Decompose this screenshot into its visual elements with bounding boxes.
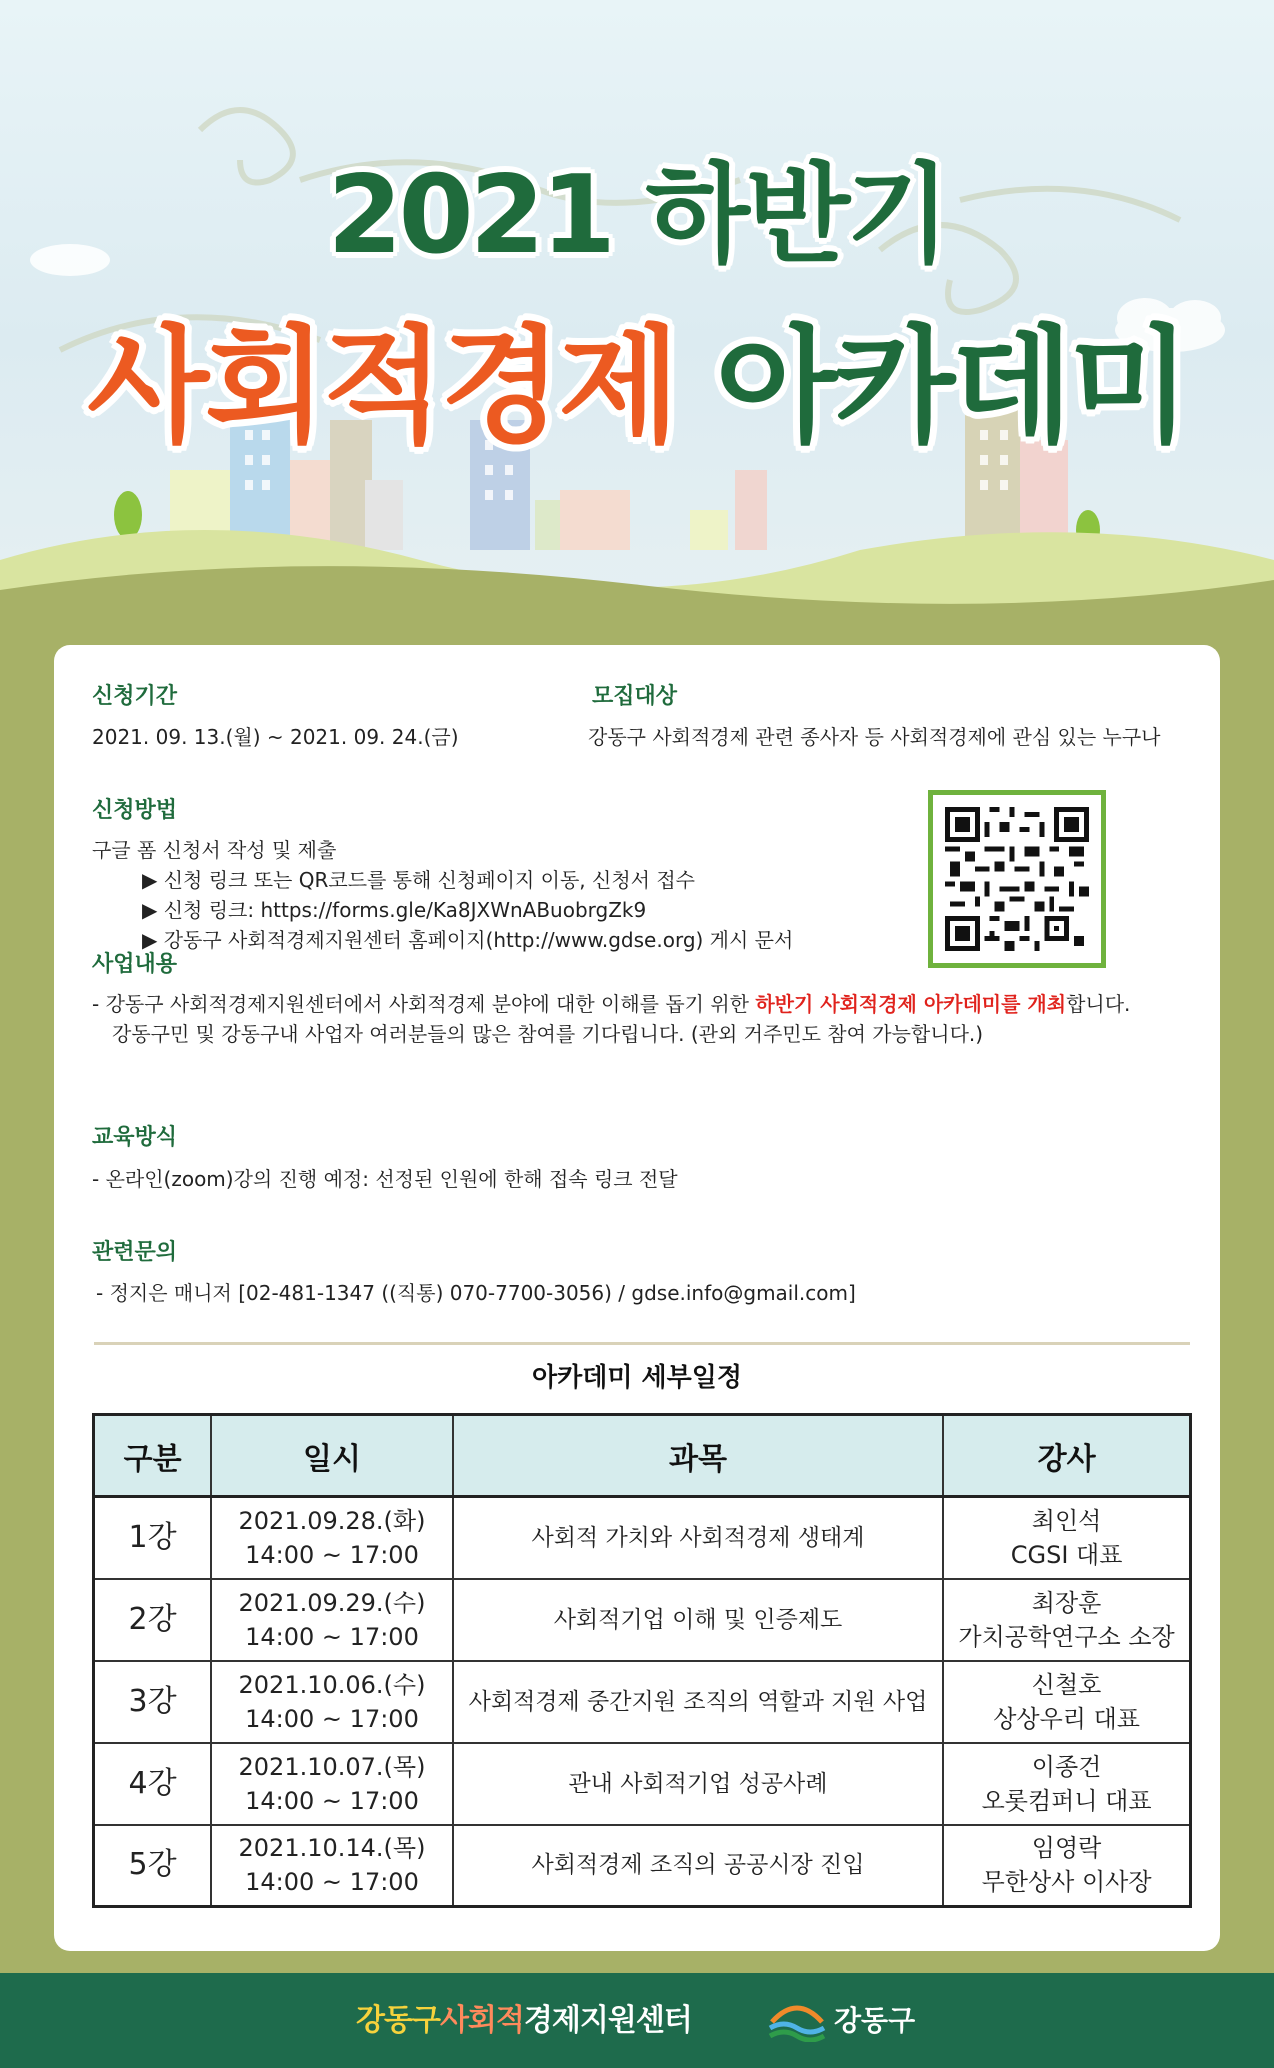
qr-code-icon bbox=[945, 807, 1089, 951]
speaker-name: 신철호 bbox=[1031, 1670, 1102, 1699]
gdse-logo-part3: 경제지원센터 bbox=[523, 2003, 692, 2038]
date: 2021.09.28.(화) bbox=[238, 1506, 426, 1535]
speaker-name: 임영락 bbox=[1031, 1834, 1102, 1863]
gangdong-logo bbox=[766, 1991, 915, 2047]
date: 2021.10.06.(수) bbox=[238, 1670, 426, 1699]
title-main-orange: 사회적경제 bbox=[87, 313, 676, 460]
target-text: 강동구 사회적경제 관련 종사자 등 사회적경제에 관심 있는 누구나 bbox=[588, 725, 1161, 749]
content-line1-a: - 강동구 사회적경제지원센터에서 사회적경제 분야에 대한 이해를 돕기 위한 bbox=[92, 992, 756, 1016]
time: 14:00 ~ 17:00 bbox=[245, 1704, 419, 1733]
content-line2: 강동구민 및 강동구내 사업자 여러분들의 많은 참여를 기다립니다. (관외 거주민도 참여 가능합니다.) bbox=[112, 1022, 984, 1046]
speaker-cell bbox=[943, 1497, 1190, 1579]
table-row bbox=[94, 1825, 1191, 1907]
header-lecture: 구분 bbox=[94, 1415, 212, 1497]
table-row bbox=[94, 1661, 1191, 1743]
label-content: 사업내용 bbox=[84, 945, 185, 980]
time: 14:00 ~ 17:00 bbox=[245, 1786, 419, 1815]
gdse-logo-part2: 사회적 bbox=[439, 2003, 524, 2038]
method-homepage[interactable]: ▶ 강동구 사회적경제지원센터 홈페이지(http://www.gdse.org) 게시 문서 bbox=[142, 928, 794, 952]
divider bbox=[94, 1342, 1190, 1345]
date-cell bbox=[211, 1579, 453, 1661]
speaker-name: 최인석 bbox=[1031, 1506, 1102, 1535]
content-highlight: 하반기 사회적경제 아카데미를 개최 bbox=[755, 992, 1067, 1016]
gdse-logo bbox=[356, 1995, 692, 2039]
date: 2021.09.29.(수) bbox=[238, 1588, 426, 1617]
label-period: 신청기간 bbox=[84, 677, 185, 712]
date-cell bbox=[211, 1743, 453, 1825]
content-line1 bbox=[92, 988, 1130, 1017]
gangdong-emblem-icon bbox=[766, 1996, 828, 2042]
contact-text: - 정지은 매니저 [02-481-1347 ((직통) 070-7700-3056) / gdse.info@gmail.com] bbox=[96, 1281, 856, 1305]
speaker-affiliation: 가치공학연구소 소장 bbox=[958, 1622, 1175, 1651]
lecture-cell: 1강 bbox=[94, 1497, 212, 1579]
table-row bbox=[94, 1497, 1191, 1579]
schedule-table bbox=[92, 1413, 1192, 1908]
gangdong-name: 강동구 bbox=[834, 2004, 916, 2037]
content-line1-b: 합니다. bbox=[1066, 992, 1131, 1016]
method-line1: ▶ 신청 링크 또는 QR코드를 통해 신청페이지 이동, 신청서 접수 bbox=[142, 868, 695, 892]
title-main bbox=[0, 286, 1274, 467]
label-target: 모집대상 bbox=[584, 677, 685, 712]
speaker-affiliation: CGSI 대표 bbox=[1010, 1540, 1123, 1569]
qr-code[interactable] bbox=[928, 790, 1106, 968]
speaker-cell bbox=[943, 1743, 1190, 1825]
speaker-affiliation: 무한상사 이사장 bbox=[981, 1868, 1152, 1897]
subject-cell: 사회적경제 조직의 공공시장 진입 bbox=[453, 1825, 943, 1907]
header-date: 일시 bbox=[211, 1415, 453, 1497]
time: 14:00 ~ 17:00 bbox=[245, 1622, 419, 1651]
info-card bbox=[54, 645, 1220, 1951]
subject-cell: 관내 사회적기업 성공사례 bbox=[453, 1743, 943, 1825]
label-method: 신청방법 bbox=[84, 791, 185, 826]
time: 14:00 ~ 17:00 bbox=[245, 1540, 419, 1569]
lecture-cell: 5강 bbox=[94, 1825, 212, 1907]
schedule-header-row bbox=[94, 1415, 1191, 1497]
gdse-logo-part1: 강동구 bbox=[356, 2003, 440, 2038]
lecture-cell: 3강 bbox=[94, 1661, 212, 1743]
lecture-cell: 2강 bbox=[94, 1579, 212, 1661]
header-subject: 과목 bbox=[453, 1415, 943, 1497]
speaker-cell bbox=[943, 1825, 1190, 1907]
header-speaker: 강사 bbox=[943, 1415, 1190, 1497]
lecture-cell: 4강 bbox=[94, 1743, 212, 1825]
date-cell bbox=[211, 1825, 453, 1907]
method-link[interactable]: ▶ 신청 링크: https://forms.gle/Ka8JXWnABuobrgZk9 bbox=[142, 898, 647, 922]
label-edu: 교육방식 bbox=[84, 1118, 185, 1153]
date: 2021.10.07.(목) bbox=[238, 1752, 426, 1781]
subject-cell: 사회적 가치와 사회적경제 생태계 bbox=[453, 1497, 943, 1579]
subject-cell: 사회적기업 이해 및 인증제도 bbox=[453, 1579, 943, 1661]
speaker-name: 최장훈 bbox=[1031, 1588, 1102, 1617]
title-main-green: 아카데미 bbox=[715, 313, 1187, 460]
method-line0: 구글 폼 신청서 작성 및 제출 bbox=[92, 838, 337, 862]
table-row bbox=[94, 1579, 1191, 1661]
speaker-name: 이종건 bbox=[1031, 1752, 1102, 1781]
subject-cell: 사회적경제 중간지원 조직의 역할과 지원 사업 bbox=[453, 1661, 943, 1743]
speaker-cell bbox=[943, 1579, 1190, 1661]
label-contact: 관련문의 bbox=[84, 1233, 185, 1268]
date-cell bbox=[211, 1661, 453, 1743]
speaker-affiliation: 상상우리 대표 bbox=[993, 1704, 1140, 1733]
date-cell bbox=[211, 1497, 453, 1579]
table-row bbox=[94, 1743, 1191, 1825]
speaker-cell bbox=[943, 1661, 1190, 1743]
title-year: 2021 하반기 bbox=[327, 153, 947, 278]
date: 2021.10.14.(목) bbox=[238, 1834, 426, 1863]
time: 14:00 ~ 17:00 bbox=[245, 1868, 419, 1897]
hero-banner bbox=[0, 0, 1274, 620]
footer bbox=[0, 1973, 1274, 2068]
edu-text: - 온라인(zoom)강의 진행 예정: 선정된 인원에 한해 접속 링크 전달 bbox=[92, 1167, 678, 1191]
period-text: 2021. 09. 13.(월) ~ 2021. 09. 24.(금) bbox=[92, 725, 459, 749]
schedule-title: 아카데미 세부일정 bbox=[532, 1363, 742, 1393]
speaker-affiliation: 오롯컴퍼니 대표 bbox=[981, 1786, 1152, 1815]
